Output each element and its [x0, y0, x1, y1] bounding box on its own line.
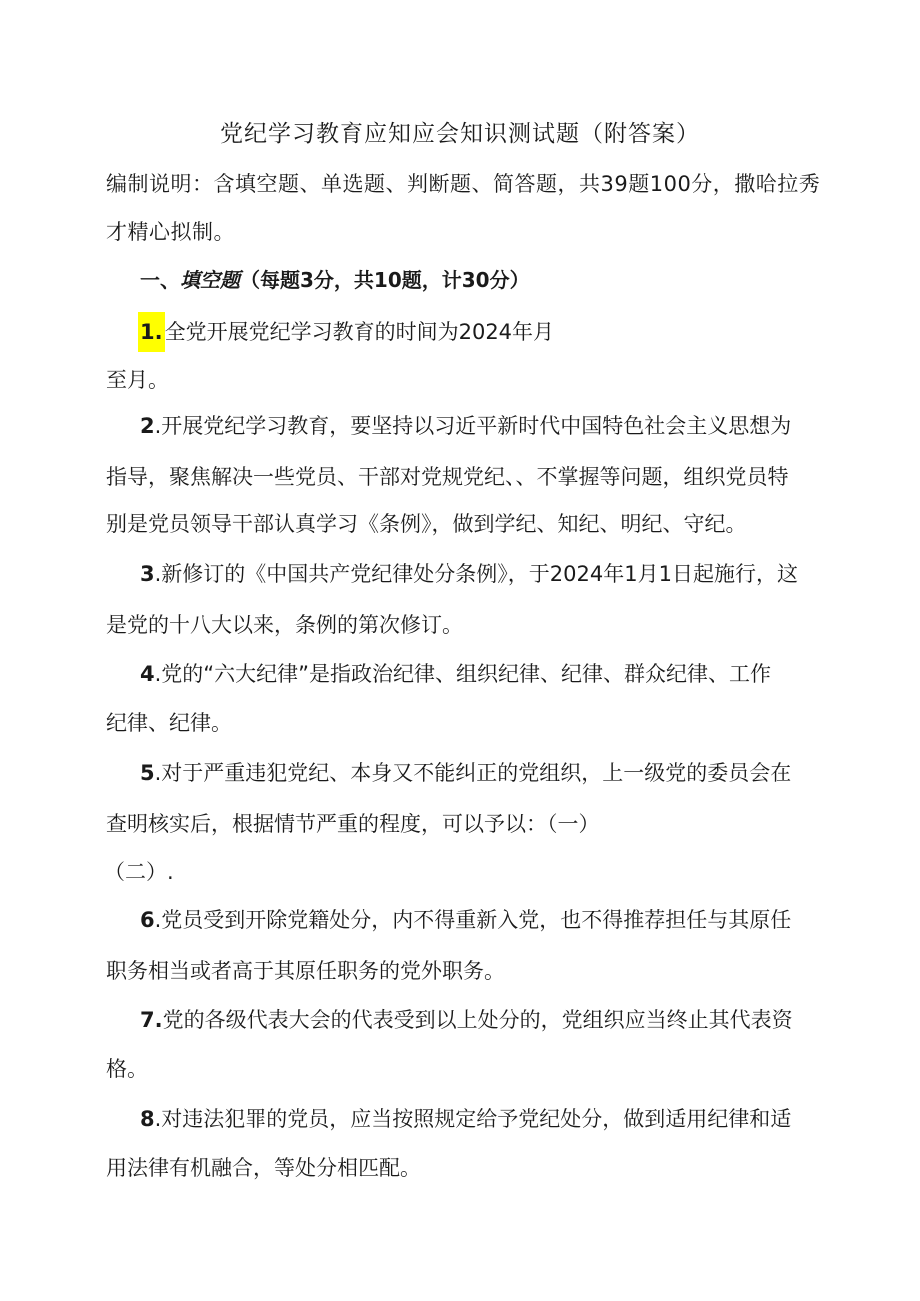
question-7-line-2: 格。 [106, 1057, 148, 1081]
question-5-line-2: 查明核实后，根据情节严重的程度，可以予以：（一） [106, 812, 600, 836]
question-3-line-1 [140, 558, 798, 590]
question-6-number: 6 [140, 908, 155, 932]
question-2-number: 2 [140, 414, 155, 438]
page-title: 党纪学习教育应知应会知识测试题（附答案） [220, 121, 700, 147]
question-6-text-1: .党员受到开除党籍处分，内不得重新入党，也不得推荐担任与其原任 [154, 908, 792, 932]
question-1-line-1 [138, 312, 554, 352]
question-7-number: 7. [140, 1008, 163, 1032]
question-4-line-2: 纪律、纪律。 [106, 711, 232, 735]
section-label: 填空题 [180, 268, 240, 292]
section-prefix: 一、 [140, 268, 180, 292]
intro-line-1: 编制说明：含填空题、单选题、判断题、简答题，共39题100分，撒哈拉秀 [106, 172, 821, 196]
question-5-text-1: .对于严重违犯党纪、本身又不能纠正的党组织，上一级党的委员会在 [154, 761, 792, 785]
question-1-number: 1. [138, 312, 165, 352]
section-heading [140, 264, 530, 296]
question-1-text-1: 全党开展党纪学习教育的时间为2024年月 [164, 320, 555, 344]
question-2-line-2: 指导，聚焦解决一些党员、干部对党规党纪、、不掌握等问题，组织党员特 [106, 465, 789, 489]
question-3-line-2: 是党的十八大以来，条例的第次修订。 [106, 613, 463, 637]
question-6-line-2: 职务相当或者高于其原任职务的党外职务。 [106, 959, 505, 983]
question-8-number: 8 [140, 1107, 155, 1131]
question-5-line-3: （二）. [104, 860, 174, 884]
question-3-number: 3 [140, 562, 155, 586]
question-1-line-2: 至月。 [106, 368, 169, 392]
question-5-number: 5 [140, 761, 155, 785]
question-3-text-1: .新修订的《中国共产党纪律处分条例》，于2024年1月1日起施行，这 [154, 562, 798, 586]
section-suffix: （每题3分，共10题，计30分） [240, 268, 530, 292]
question-7-text-1: 党的各级代表大会的代表受到以上处分的，党组织应当终止其代表资 [162, 1008, 793, 1032]
question-4-text-1: .党的“六大纪律”是指政治纪律、组织纪律、纪律、群众纪律、工作 [154, 662, 772, 686]
question-2-text-1: .开展党纪学习教育，要坚持以习近平新时代中国特色社会主义思想为 [154, 414, 792, 438]
intro-line-2: 才精心拟制。 [106, 220, 235, 244]
question-7-line-1 [140, 1004, 793, 1036]
question-4-line-1 [140, 658, 771, 690]
question-2-line-3: 别是党员领导干部认真学习《条例》，做到学纪、知纪、明纪、守纪。 [106, 512, 747, 536]
question-8-line-2: 用法律有机融合，等处分相匹配。 [106, 1156, 421, 1180]
question-4-number: 4 [140, 662, 155, 686]
question-8-line-1 [140, 1103, 791, 1135]
question-2-line-1 [140, 410, 791, 442]
question-5-line-1 [140, 757, 791, 789]
question-6-line-1 [140, 904, 791, 936]
question-8-text-1: .对违法犯罪的党员，应当按照规定给予党纪处分，做到适用纪律和适 [154, 1107, 792, 1131]
